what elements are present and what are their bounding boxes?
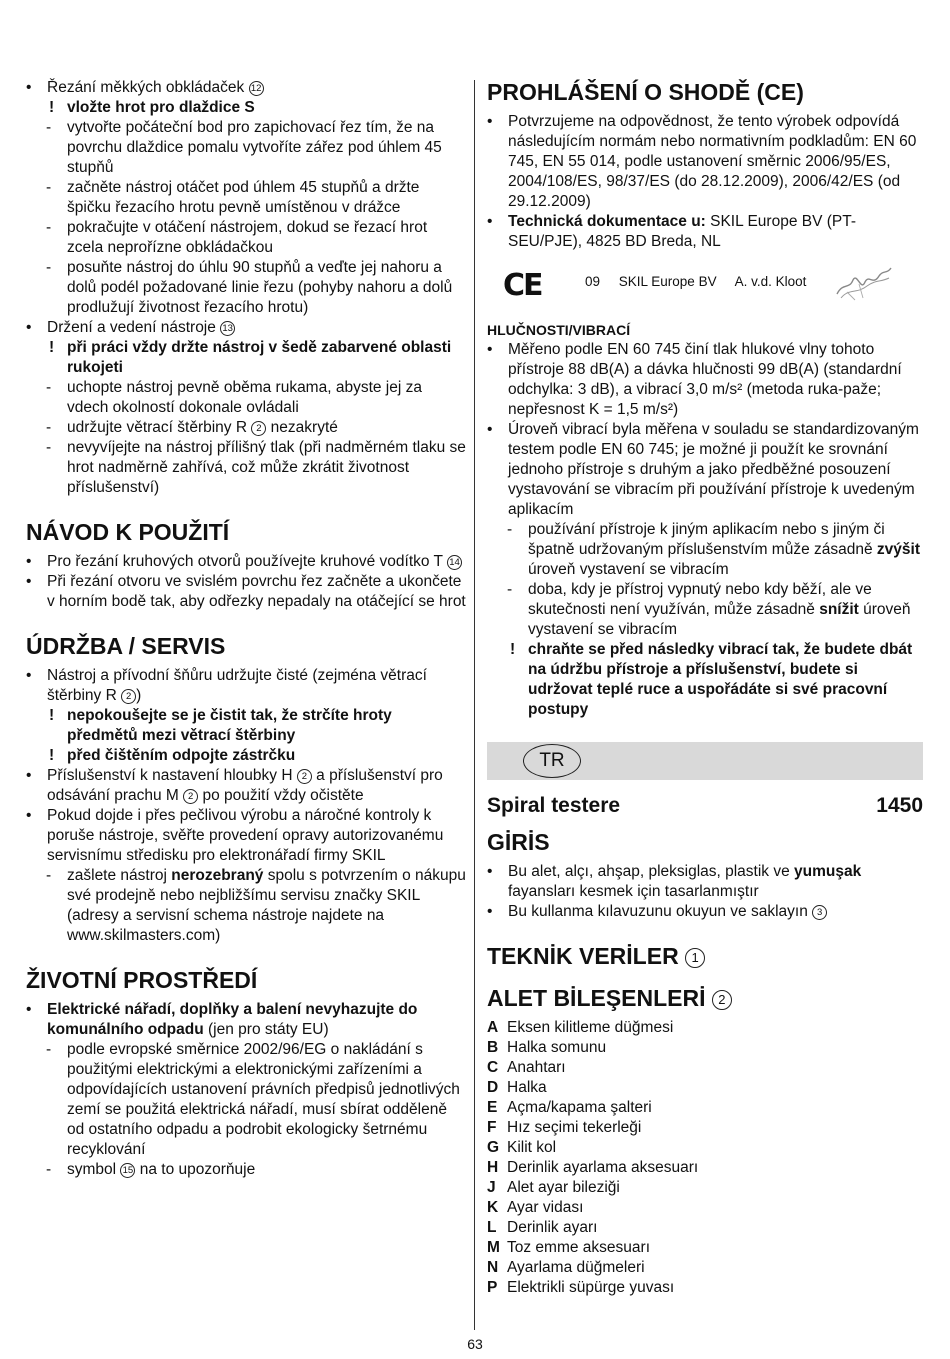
part-item [487,1238,923,1258]
list-item-bold-text: zvýšit [876,541,921,558]
page-number: 63 [467,1336,483,1352]
list-marker: - [46,179,52,196]
part-letter: C [487,1059,499,1076]
list-item-text-cont: a příslušenství pro odsávání prachu M [47,767,443,804]
list-marker: - [46,867,52,884]
part-description: Halka somunu [507,1039,607,1056]
list-marker: ! [49,99,55,116]
list-item-text: pokračujte v otáčení nástrojem, dokud se řezací hrot zcela neprořízne obkládačkou [67,219,428,256]
part-letter: G [487,1139,500,1156]
part-letter: D [487,1079,499,1096]
list-marker: - [46,419,52,436]
list-cutting-holding [26,78,466,498]
list-item-text: Řezání měkkých obkládaček [47,79,249,96]
product-number: 1450 [876,794,923,817]
list-marker: • [26,573,32,590]
list-item-text-cont: úroveň vystavení se vibracím [528,561,729,578]
list-item-text: používání přístroje k jiným aplikacím nebo s jiným či špatně udržovaným příslušenstvím může zásadně [528,521,885,558]
list-noise [487,340,923,720]
part-description: Ayar vidası [507,1199,584,1216]
list-item-text: Měřeno podle EN 60 745 činí tlak hlukové vlny tohoto přístroje 88 dB(A) a dávka hlučnosti 99 dB(A) (standardní odchylka: 3 dB), a vibrací 3,0 m/s² (metoda ruka-paže; nepřesnost K = 1,5 m/s²) [508,341,902,418]
list-item-text: Potvrzujeme na odpovědnost, že tento výrobek odpovídá následujícím normám nebo normativním podkladům: EN 60 745, EN 55 014, podle ustanovení směrnic 2006/95/ES, 2004/108/ES, 98/37/ES (do 28.12.2009), 2006/42/ES (od 29.12.2009) [508,113,917,210]
list-item [487,212,923,252]
list-item-bold-text: Elektrické nářadí, doplňky a balení nevyhazujte do komunálního odpadu [47,1001,418,1038]
list-marker: • [487,421,493,438]
figure-ref-number: 2 [297,769,312,784]
section-title-teknik [487,942,923,970]
list-item [487,420,923,520]
part-item [487,1038,923,1058]
list-item-text-cont: nezakryté [266,419,338,436]
list-item-text: začněte nástroj otáčet pod úhlem 45 stupňů a držte špičku řezacího hrotu pevně umístěnou v drážce [67,179,420,216]
part-description: Eksen kilitleme düğmesi [507,1019,674,1036]
list-marker: • [487,863,493,880]
section-title-udrzba: ÚDRŽBA / SERVIS [26,633,226,659]
list-item [487,340,923,420]
figure-ref-number: 2 [121,689,136,704]
part-letter: K [487,1199,499,1216]
part-letter: P [487,1279,498,1296]
list-item-text: Pro řezání kruhových otvorů používejte kruhové vodítko T [47,553,448,570]
section-title-zivotni: ŽIVOTNÍ PROSTŘEDÍ [26,967,258,993]
list-item-text: chraňte se před následky vibrací tak, že budete dbát na údržbu přístroje a příslušenství, budete si udržovat teplé ruce a uspořádáte si své pracovní postupy [528,641,913,718]
list-marker: • [487,903,493,920]
list-item-text: před čištěním odpojte zástrčku [67,747,296,764]
list-item-bold-text: Technická dokumentace u: [508,213,706,230]
part-letter: B [487,1039,499,1056]
list-item-text: doba, kdy je přístroj vypnutý nebo kdy běží, ale ve skutečnosti není využíván, může zásadně [528,581,872,618]
list-item [46,438,466,498]
list-marker: - [46,1041,52,1058]
list-marker: - [46,219,52,236]
list-item [46,1160,466,1180]
part-item [487,1138,923,1158]
part-description: Açma/kapama şalteri [507,1099,652,1116]
part-item [487,1098,923,1118]
ce-signatory-line: 09 SKIL Europe BV A. v.d. Kloot [585,274,807,289]
list-item-text: Při řezání otvoru ve svislém povrchu řez začněte a ukončete v horním bodě tak, aby odřezky nepadaly na otáčející se hrot [47,573,466,610]
list-item-text: Bu alet, alçı, ahşap, pleksiglas, plastik ve [508,863,795,880]
list-item [46,218,466,258]
list-marker: • [26,807,32,824]
list-item [26,318,466,338]
figure-ref-number: 14 [447,555,462,570]
part-item [487,1198,923,1218]
list-item-text: Držení a vedení nástroje [47,319,221,336]
part-description: Elektrikli süpürge yuvası [507,1279,675,1296]
section-title-alet [487,984,923,1012]
list-marker: • [26,767,32,784]
list-item [487,862,923,902]
right-column [487,78,923,1298]
list-item [46,378,466,418]
list-marker: - [507,521,513,538]
list-udrzba [26,666,466,946]
part-description: Halka [507,1079,547,1096]
list-item [26,78,466,98]
figure-ref-number: 12 [249,81,264,96]
figure-ref-number: 15 [120,1163,135,1178]
list-marker: ! [49,339,55,356]
list-item [46,338,466,378]
list-giris [487,862,923,922]
noise-vibration-title: HLUČNOSTI/VIBRACÍ [487,322,631,338]
list-item-text-cont: fayansları kesmek için tasarlanmıştır [508,883,759,900]
list-item-text: Příslušenství k nastavení hloubky H [47,767,297,784]
part-item [487,1018,923,1038]
section-title-navod: NÁVOD K POUŽITÍ [26,519,230,545]
list-marker: • [26,1001,32,1018]
part-letter: F [487,1119,497,1136]
list-marker: • [26,319,32,336]
list-item [46,118,466,178]
list-item-text-cont: SKIL Europe BV (PT-SEU/PJE), 4825 BD Breda, NL [508,213,857,250]
list-navod [26,552,466,612]
list-item-text: Nástroj a přívodní šňůru udržujte čisté (zejména větrací štěrbiny R [47,667,427,704]
list-item-text: uchopte nástroj pevně oběma rukama, abyste jej za vdech okolností dokonale ovládali [67,379,422,416]
list-marker: ! [49,747,55,764]
figure-ref-number: 13 [220,321,235,336]
part-letter: N [487,1259,499,1276]
figure-ref-number: 2 [183,789,198,804]
part-description: Hız seçimi tekerleği [507,1119,642,1136]
teknik-title-text: TEKNİK VERİLER [487,943,686,969]
list-item-text-cont: (jen pro státy EU) [203,1021,329,1038]
list-item [26,666,466,706]
part-item [487,1278,923,1298]
part-letter: J [487,1179,496,1196]
part-description: Derinlik ayarlama aksesuarı [507,1159,699,1176]
list-item-text: symbol [67,1161,121,1178]
part-item [487,1078,923,1098]
list-item-bold-text: nerozebraný [171,867,264,884]
part-item [487,1258,923,1278]
list-item [26,806,466,866]
section-title-giris: GİRİS [487,829,550,855]
list-marker: ! [510,641,516,658]
product-header [487,794,923,818]
list-item [26,552,466,572]
list-marker: • [26,553,32,570]
list-item [26,766,466,806]
list-item [507,580,923,640]
list-marker: - [46,379,52,396]
list-item-text: podle evropské směrnice 2002/96/EG o nakládání s použitými elektrickými a elektronickými zařízeními a odpovídajících ustanovení právních předpisů jednotlivých zemí se použitá elektrická nářadí, musí sbírat odděleně od ostatního odpadu a podrobit ekologicky šetrnému recyklování [67,1041,460,1158]
list-item-text-cont: spolu s potvrzením o nákupu své prodejně nebo nejbližšímu servisu značky SKIL (adresy a servisní schema nástroje najdete na www.skilmasters.com) [67,867,466,944]
product-name: Spiral testere [487,794,621,817]
list-item-text-cont: po použití vždy očistěte [198,787,364,804]
list-item [26,572,466,612]
part-description: Ayarlama düğmeleri [507,1259,645,1276]
alet-title-text: ALET BİLEŞENLERİ [487,985,712,1011]
part-letter: H [487,1159,499,1176]
list-marker: • [26,79,32,96]
list-marker: - [507,581,513,598]
list-item-text: Úroveň vibrací byla měřena v souladu se standardizovaným testem podle EN 60 745; je možné ji použít ke srovnání jednoho přístroje s druhým a jako předběžné posouzení vystavování se vibracím při používání přístroje k uvedeným aplikacím [508,421,919,518]
ce-signature-row [487,262,923,306]
list-item [46,258,466,318]
list-item-text: Pokud dojde i přes pečlivou výrobu a náročné kontroly k poruše nástroje, svěřte provedení opravy autorizovanému servisnímu středisku pro elektronářadí firmy SKIL [47,807,444,864]
column-divider [474,80,475,1330]
list-ce [487,112,923,252]
list-item [507,520,923,580]
part-description: Anahtarı [507,1059,566,1076]
list-item [46,418,466,438]
part-description: Toz emme aksesuarı [507,1239,650,1256]
list-item [46,746,466,766]
list-item-text: nevyvíjejte na nástroj přílišný tlak (při nadměrném tlaku se hrot nadměrně zahřívá, což může zkrátit životnost příslušenství) [67,439,466,496]
list-item-text: Bu kullanma kılavuzunu okuyun ve saklayın [508,903,813,920]
part-item [487,1158,923,1178]
list-item [46,98,466,118]
figure-ref-number: 3 [812,905,827,920]
part-item [487,1218,923,1238]
list-item-bold-text: yumuşak [794,863,862,880]
list-item [507,640,923,720]
list-item [26,1000,466,1040]
list-marker: • [487,213,493,230]
list-item-text-cont: úroveň vystavení se vibracím [528,601,911,638]
list-item-text: nepokoušejte se je čistit tak, že strčíte hroty předmětů mezi větrací štěrbiny [67,707,392,744]
list-marker: • [26,667,32,684]
figure-ref-number: 2 [251,421,266,436]
part-item [487,1118,923,1138]
list-item-text-cont: na to upozorňuje [135,1161,256,1178]
list-item-bold-text: snížit [819,601,859,618]
list-item-text-cont: ) [136,687,142,704]
part-item [487,1058,923,1078]
part-description: Alet ayar bileziği [507,1179,620,1196]
ce-mark-logo: CE [503,268,542,303]
list-item [46,1040,466,1160]
list-marker: • [487,113,493,130]
language-bar [487,742,923,780]
list-item-text: vytvořte počáteční bod pro zapichovací řez tím, že na povrchu dlaždice pomalu vytvoříte zářez pod úhlem 45 stupňů [67,119,442,176]
part-letter: A [487,1019,499,1036]
list-item-text: udržujte větrací štěrbiny R [67,419,252,436]
left-column [26,78,466,1180]
part-letter: M [487,1239,500,1256]
list-item [487,112,923,212]
section-title-ce: PROHLÁŠENÍ O SHODĚ (CE) [487,79,804,105]
part-description: Kilit kol [507,1139,557,1156]
list-item-text: při práci vždy držte nástroj v šedě zabarvené oblasti rukojeti [67,339,452,376]
parts-list [487,1018,923,1298]
part-description: Derinlik ayarı [507,1219,598,1236]
list-marker: • [487,341,493,358]
alet-ref-number: 2 [712,990,732,1010]
list-item [46,866,466,946]
list-item-text: posuňte nástroj do úhlu 90 stupňů a veďte jej nahoru a dolů podél požadované linie řezu (pohyby nahoru a dolů prodlužují životnost řezacího hrotu) [67,259,453,316]
part-item [487,1178,923,1198]
list-marker: - [46,1161,52,1178]
part-letter: E [487,1099,498,1116]
list-item-text: vložte hrot pro dlaždice S [67,99,255,116]
list-item [46,178,466,218]
teknik-ref-number: 1 [685,948,705,968]
list-marker: - [46,119,52,136]
list-zivotni [26,1000,466,1180]
list-marker: ! [49,707,55,724]
list-marker: - [46,259,52,276]
list-marker: - [46,439,52,456]
part-letter: L [487,1219,497,1236]
signature-image [833,264,893,302]
language-code-badge: TR [523,744,581,778]
list-item [487,902,923,922]
list-item-text: zašlete nástroj [67,867,172,884]
list-item [46,706,466,746]
